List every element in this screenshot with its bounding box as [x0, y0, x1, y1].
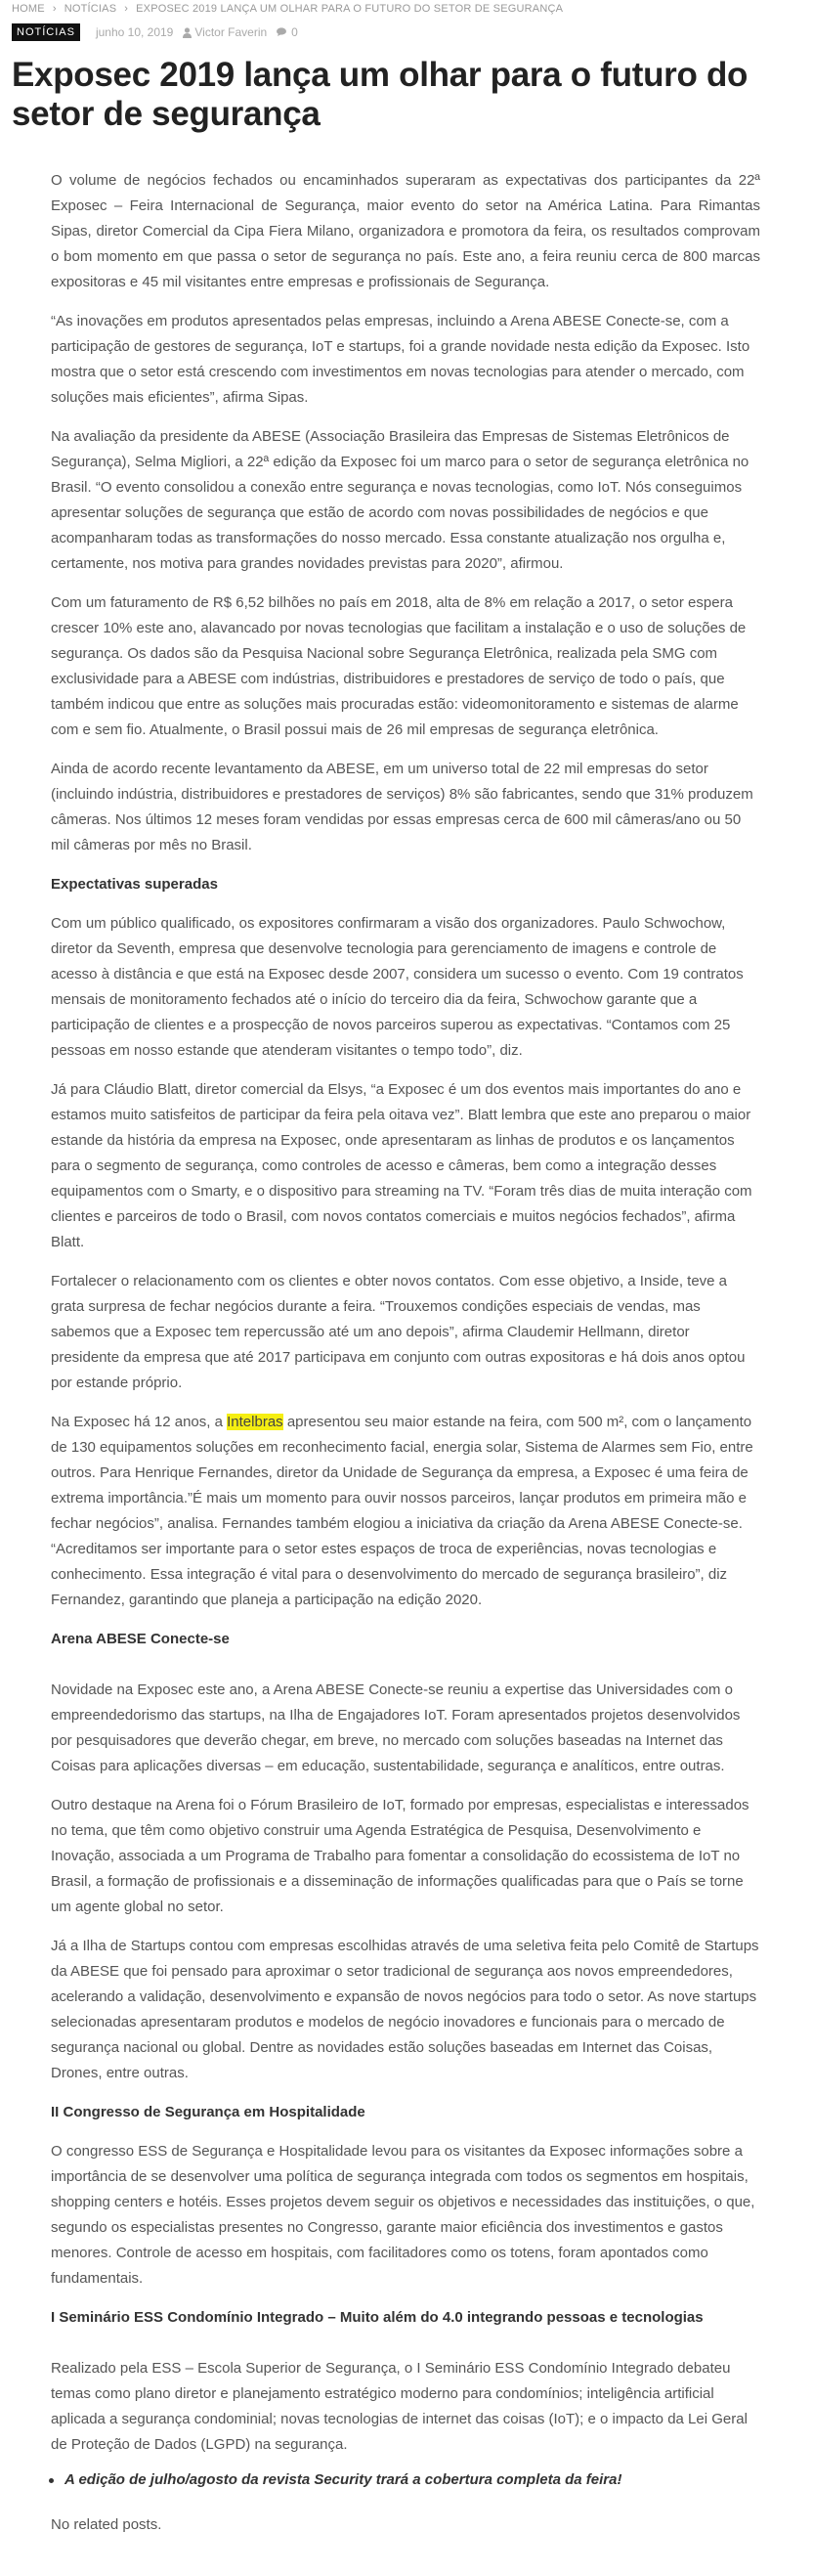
paragraph: O volume de negócios fechados ou encaminhados superaram as expectativas dos participantes da 22ª Exposec – Feira Internacional de Segurança, maior evento do setor na América Latina. Para Rimantas Sipas, diretor Comercial da Cipa Fiera Milano, organizadora e promotora da feira, os resultados comprovam o bom momento em que passa o setor de segurança no país. Este ano, a feira reuniu cerca de 800 marcas expositoras e 45 mil visitantes entre empresas e profissionais de Segurança. [51, 172, 760, 290]
paragraph: Outro destaque na Arena foi o Fórum Brasileiro de IoT, formado por empresas, especialistas e interessados no tema, que têm como objetivo construir uma Agenda Estratégica de Pesquisa, Desenvolvimento e Inovação, associada a um Programa de Trabalho para fomentar a consolidação do ecossistema de IoT no Brasil, a formação de profissionais e a disseminação de informações qualificadas para que o País se torne um agente global no setor. [51, 1797, 749, 1915]
author-name: Victor Faverin [194, 25, 268, 39]
paragraph: Na avaliação da presidente da ABESE (Associação Brasileira das Empresas de Sistemas Eletrônicos de Segurança), Selma Migliori, a 22ª edição da Exposec foi um marco para o setor de segurança eletrônica no Brasil. “O evento consolidou a conexão entre segurança e novas tecnologias, como IoT. Nós conseguimos apresentar soluções de segurança que estão de acordo com novas possibilidades de negócios e que acompanharam todas as transformações do nosso mercado. Essa constante atualização nos orgulha e, certamente, nos motiva para grandes novidades previstas para 2020”, afirmou. [51, 428, 749, 572]
section-heading: Expectativas superadas [51, 876, 218, 893]
breadcrumb-current: EXPOSEC 2019 LANÇA UM OLHAR PARA O FUTURO DO SETOR DE SEGURANÇA [136, 3, 564, 15]
list-item: A edição de julho/agosto da revista Security trará a cobertura completa da feira! [49, 2467, 760, 2493]
paragraph: Já para Cláudio Blatt, diretor comercial da Elsys, “a Exposec é um dos eventos mais importantes do ano e estamos muito satisfeitos de participar da feira pela oitava vez”. Blatt lembra que este ano preparou o maior estande da história da empresa na Exposec, onde apresentaram as linhas de produtos e os lançamentos para o segmento de segurança, como controles de acesso e câmeras, bem como a integração desses equipamentos com o Smarty, e o dispositivo para streaming na TV. “Foram três dias de muita interação com clientes e parceiros de todo o Brasil, com novos contatos comerciais e muitos negócios fechados”, afirma Blatt. [51, 1081, 752, 1250]
section-heading: Arena ABESE Conecte-se [51, 1631, 230, 1647]
section-heading: II Congresso de Segurança em Hospitalidade [51, 2104, 365, 2120]
breadcrumb-home[interactable]: HOME [12, 3, 45, 15]
paragraph: Realizado pela ESS – Escola Superior de Segurança, o I Seminário ESS Condomínio Integrado debateu temas como plano diretor e planejamento estratégico moderno para condomínios; inteligência artificial aplicada a segurança condominial; novas tecnologias de internet das coisas (IoT); e o impacto da Lei Geral de Proteção de Dados (LGPD) na segurança. [51, 2360, 748, 2453]
category-badge[interactable]: NOTÍCIAS [12, 23, 80, 41]
user-icon [183, 27, 192, 38]
paragraph: “As inovações em produtos apresentados pelas empresas, incluindo a Arena ABESE Conecte-se, com a participação de gestores de segurança, IoT e startups, foi a grande novidade nesta edição da Exposec. Isto mostra que o setor está crescendo com investimentos em novas tecnologias para atender o mercado, com soluções mais eficientes”, afirma Sipas. [51, 313, 750, 406]
paragraph [51, 1410, 760, 1613]
no-related-posts: No related posts. [51, 2516, 162, 2533]
post-meta [12, 23, 308, 41]
chevron-right-icon: › [52, 3, 57, 15]
breadcrumb-category[interactable]: NOTÍCIAS [64, 3, 117, 15]
section-heading: I Seminário ESS Condomínio Integrado – Muito além do 4.0 integrando pessoas e tecnologias [51, 2309, 704, 2326]
paragraph: Já a Ilha de Startups contou com empresas escolhidas através de uma seletiva feita pelo Comitê de Startups da ABESE que foi pensado para aproximar o setor tradicional de segurança aos novos empreendedores, acelerando a validação, desenvolvimento e expansão de novos negócios para todo o setor. As nove startups selecionadas apresentaram produtos e modelos de negócio inovadores e funcionais para o mercado de segurança nacional ou global. Dentre as novidades estão soluções baseadas em Internet das Coisas, Drones, entre outras. [51, 1938, 759, 2081]
post-author[interactable] [183, 25, 267, 39]
paragraph: Ainda de acordo recente levantamento da ABESE, em um universo total de 22 mil empresas do setor (incluindo indústria, distribuidores e prestadores de serviços) 8% são fabricantes, sendo que 31% produzem câmeras. Nos últimos 12 meses foram vendidas por essas empresas cerca de 600 mil câmeras/ano ou 50 mil câmeras por mês no Brasil. [51, 761, 753, 853]
article-body [51, 168, 760, 2552]
paragraph-text: apresentou seu maior estande na feira, com 500 m², com o lançamento de 130 equipamentos soluções em reconhecimento facial, energia solar, Sistema de Alarmes sem Fio, entre outros. Para Henrique Fernandes, diretor da Unidade de Segurança da empresa, a Exposec é uma feira de extrema importância.”É mais um momento para ouvir nossos parceiros, lançar produtos em primeira mão e fechar negócios”, analisa. Fernandes também elogiou a iniciativa da criação da Arena ABESE Conecte-se. “Acreditamos ser importante para o setor estes espaços de troca de experiências, novas tecnologias e conhecimento. Essa integração é vital para o desenvolvimento do mercado de segurança brasileiro”, diz Fernandez, garantindo que planeja a participação na edição 2020. [51, 1414, 753, 1608]
post-comments[interactable] [277, 25, 298, 39]
paragraph: Com um público qualificado, os expositores confirmaram a visão dos organizadores. Paulo Schwochow, diretor da Seventh, empresa que desenvolve tecnologia para gerenciamento de imagens e controle de acesso à distância e que está na Exposec desde 2007, considera um sucesso o evento. Com 19 contratos mensais de monitoramento fechados até o início do terceiro dia da feira, Schwochow garante que a participação de clientes e a prospecção de novos parceiros superou as expectativas. “Contamos com 25 pessoas em nosso estande que atenderam visitantes o tempo todo”, diz. [51, 915, 744, 1059]
paragraph: Fortalecer o relacionamento com os clientes e obter novos contatos. Com esse objetivo, a Inside, teve a grata surpresa de fechar negócios durante a feira. “Trouxemos condições especiais de vendas, mas sabemos que a Exposec tem repercussão até um ano depois”, afirma Claudemir Hellmann, diretor presidente da empresa que até 2017 participava em conjunto com outras expositoras e há dois anos optou por estande próprio. [51, 1273, 746, 1391]
paragraph: Com um faturamento de R$ 6,52 bilhões no país em 2018, alta de 8% em relação a 2017, o setor espera crescer 10% este ano, alavancado por novas tecnologias que facilitam a instalação e o uso de soluções de segurança. Os dados são da Pesquisa Nacional sobre Segurança Eletrônica, realizada pela SMG com exclusividade para a ABESE com indústrias, distribuidores e prestadores de serviço de todo o país, que também indicou que entre as soluções mais procuradas estão: videomonitoramento e sistemas de alarme com e sem fio. Atualmente, o Brasil possui mais de 26 mil empresas de segurança eletrônica. [51, 594, 747, 738]
highlighted-keyword: Intelbras [227, 1414, 283, 1430]
breadcrumb [12, 2, 563, 16]
paragraph: O congresso ESS de Segurança e Hospitalidade levou para os visitantes da Exposec informações sobre a importância de se desenvolver uma política de segurança integrada com todos os segmentos em hospitais, shopping centers e hotéis. Esses projetos devem seguir os objetivos e necessidades das instituições, o que, segundo os especialistas presentes no Congresso, garante maior eficiência dos investimentos e gastos menores. Controle de acesso em hospitais, com facilitadores como os totens, foram apontados como fundamentais. [51, 2143, 755, 2287]
bullet-list [51, 2467, 760, 2493]
paragraph: Novidade na Exposec este ano, a Arena ABESE Conecte-se reuniu a expertise das Universidades com o empreendedorismo das startups, na Ilha de Engajadores IoT. Foram apresentados projetos desenvolvidos por pesquisadores que deverão chegar, em breve, no mercado com soluções baseadas na Internet das Coisas para aplicações diversas – em educação, sustentabilidade, segurança e analíticos, entre outras. [51, 1681, 741, 1774]
chevron-right-icon: › [124, 3, 129, 15]
comment-count: 0 [291, 25, 298, 39]
page-title: Exposec 2019 lança um olhar para o futuro do setor de segurança [12, 56, 749, 133]
post-date[interactable]: junho 10, 2019 [95, 25, 174, 39]
paragraph-text: Na Exposec há 12 anos, a [51, 1414, 228, 1430]
comments-icon [277, 27, 288, 37]
